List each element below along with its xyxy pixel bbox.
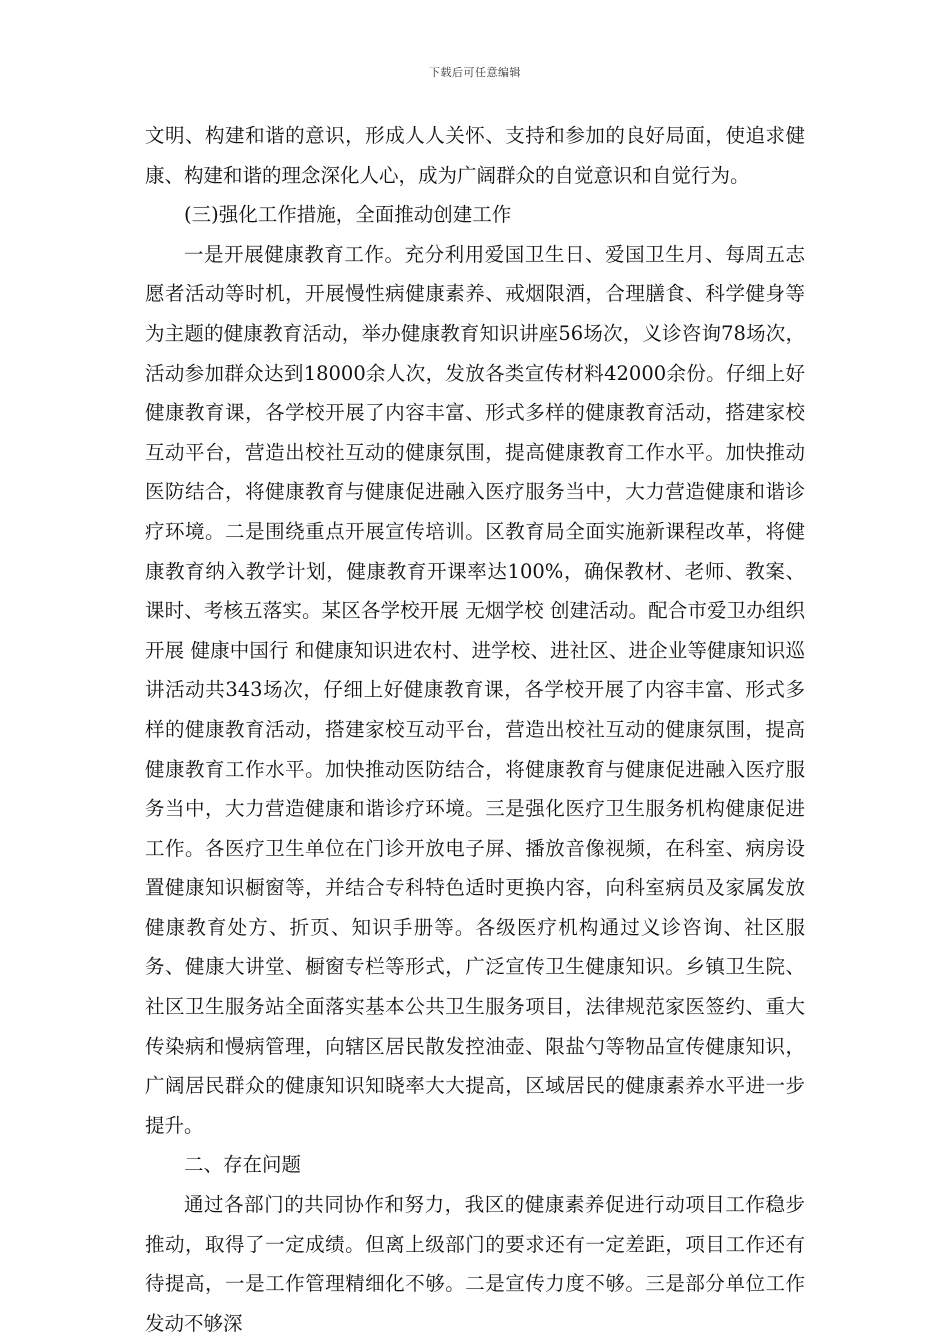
- paragraph-continuation: 文明、构建和谐的意识，形成人人关怀、支持和参加的良好局面，使追求健康、构建和谐的理念深化人心，成为广阔群众的自觉意识和自觉行为。: [145, 124, 805, 187]
- paragraph-problems: 通过各部门的共同协作和努力，我区的健康素养促进行动项目工作稳步推动，取得了一定成绩。但离上级部门的要求还有一定差距，项目工作还有待提高，一是工作管理精细化不够。二是宣传力度不够。三是部分单位工作发动不够深: [145, 1193, 805, 1335]
- paragraph-health-education: 一是开展健康教育工作。充分利用爱国卫生日、爱国卫生月、每周五志愿者活动等时机，开展慢性病健康素养、戒烟限酒，合理膳食、科学健身等为主题的健康教育活动，举办健康教育知识讲座56场次，义诊咨询78场次，活动参加群众达到18000余人次，发放各类宣传材料42000余份。仔细上好健康教育课，各学校开展了内容丰富、形式多样的健康教育活动，搭建家校互动平台，营造出校社互动的健康氛围，提高健康教育工作水平。加快推动医防结合，将健康教育与健康促进融入医疗服务当中，大力营造健康和谐诊疗环境。二是围绕重点开展宣传培训。区教育局全面实施新课程改革，将健康教育纳入教学计划，健康教育开课率达100%，确保教材、老师、教案、课时、考核五落实。某区各学校开展 无烟学校 创建活动。配合市爱卫办组织开展 健康中国行 和健康知识进农村、进学校、进社区、进企业等健康知识巡讲活动共343场次，仔细上好健康教育课，各学校开展了内容丰富、形式多样的健康教育活动，搭建家校互动平台，营造出校社互动的健康氛围，提高健康教育工作水平。加快推动医防结合，将健康教育与健康促进融入医疗服务当中，大力营造健康和谐诊疗环境。三是强化医疗卫生服务机构健康促进工作。各医疗卫生单位在门诊开放电子屏、播放音像视频，在科室、病房设置健康知识橱窗等，并结合专科特色适时更换内容，向科室病员及家属发放健康教育处方、折页、知识手册等。各级医疗机构通过义诊咨询、社区服务、健康大讲堂、橱窗专栏等形式，广泛宣传卫生健康知识。乡镇卫生院、社区卫生服务站全面落实基本公共卫生服务项目，法律规范家医签约、重大传染病和慢病管理，向辖区居民散发控油壶、限盐勺等物品宣传健康知识，广阔居民群众的健康知识知晓率大大提高，区域居民的健康素养水平进一步提升。: [145, 242, 805, 1137]
- document-body: [145, 116, 805, 1343]
- page-header-note: 下载后可任意编辑: [429, 66, 521, 79]
- section-heading-3: (三)强化工作措施，全面推动创建工作: [184, 203, 512, 227]
- section-heading-problems: 二、存在问题: [184, 1153, 302, 1177]
